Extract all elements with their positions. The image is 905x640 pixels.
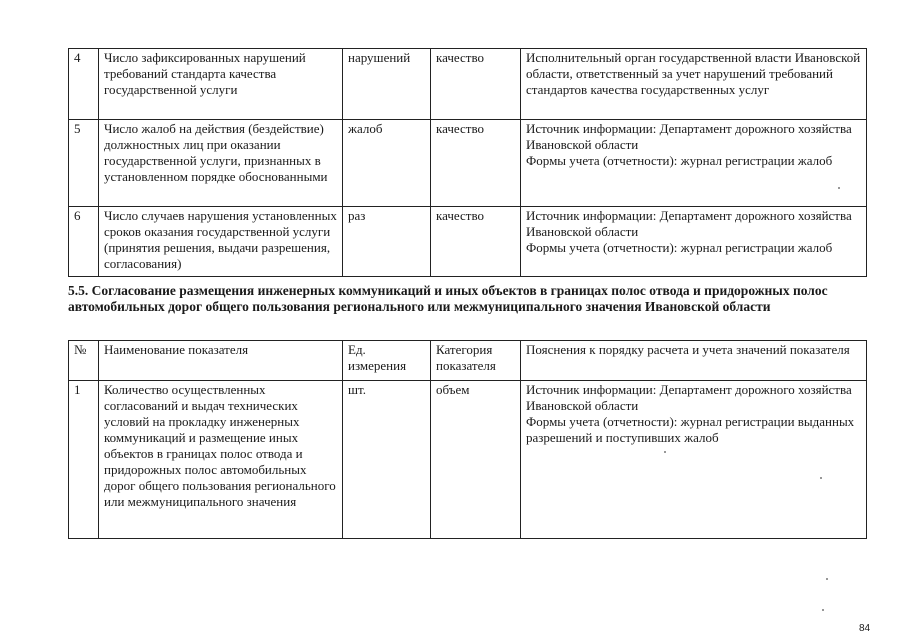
scan-speck bbox=[838, 187, 840, 189]
note-line: Формы учета (отчетности): журнал регистрации жалоб bbox=[526, 240, 833, 255]
indicators-table-top bbox=[68, 48, 867, 277]
column-header-number: № bbox=[69, 341, 99, 381]
unit-of-measure: раз bbox=[343, 207, 431, 277]
column-header-note: Пояснения к порядку расчета и учета значений показателя bbox=[521, 341, 867, 381]
indicator-category: качество bbox=[431, 120, 521, 207]
unit-of-measure: шт. bbox=[343, 381, 431, 539]
table-row bbox=[69, 381, 867, 539]
indicator-category: объем bbox=[431, 381, 521, 539]
note-line: Источник информации: Департамент дорожного хозяйства Ивановской области bbox=[526, 382, 852, 413]
table-row bbox=[69, 49, 867, 120]
page-number: 84 bbox=[859, 623, 871, 634]
note-line: Исполнительный орган государственной власти Ивановской области, ответственный за учет нарушений требований стандартов качества государственных услуг bbox=[526, 50, 861, 97]
scan-speck bbox=[822, 609, 824, 611]
note-line: Формы учета (отчетности): журнал регистрации жалоб bbox=[526, 153, 833, 168]
section-heading: 5.5. Согласование размещения инженерных коммуникаций и иных объектов в границах полос отвода и придорожных полос автомобильных дорог общего пользования регионального или межмуниципального значения Ивановской области bbox=[68, 283, 828, 314]
table-row bbox=[69, 120, 867, 207]
indicator-category: качество bbox=[431, 207, 521, 277]
note-line: Источник информации: Департамент дорожного хозяйства Ивановской области bbox=[526, 121, 852, 152]
indicator-name: Число жалоб на действия (бездействие) должностных лиц при оказании государственной услуги, признанных в установленном порядке обоснованными bbox=[99, 120, 343, 207]
row-number: 4 bbox=[69, 49, 99, 120]
row-number: 5 bbox=[69, 120, 99, 207]
calculation-note bbox=[521, 207, 867, 277]
scan-speck bbox=[664, 451, 666, 453]
row-number: 6 bbox=[69, 207, 99, 277]
table-header-row bbox=[69, 341, 867, 381]
scan-speck bbox=[826, 578, 828, 580]
indicator-name: Число зафиксированных нарушений требований стандарта качества государственной услуги bbox=[99, 49, 343, 120]
note-line: Формы учета (отчетности): журнал регистрации выданных разрешений и поступивших жалоб bbox=[526, 414, 855, 445]
table-row bbox=[69, 207, 867, 277]
indicator-category: качество bbox=[431, 49, 521, 120]
indicator-name: Количество осуществленных согласований и выдач технических условий на прокладку инженерных коммуникаций и размещение иных объектов в границах полос отвода и придорожных полос автомобильных дорог общего пользования регионального или межмуниципального значения bbox=[99, 381, 343, 539]
scan-speck bbox=[820, 477, 822, 479]
column-header-name: Наименование показателя bbox=[99, 341, 343, 381]
row-number: 1 bbox=[69, 381, 99, 539]
unit-of-measure: жалоб bbox=[343, 120, 431, 207]
unit-of-measure: нарушений bbox=[343, 49, 431, 120]
calculation-note bbox=[521, 381, 867, 539]
note-line: Источник информации: Департамент дорожного хозяйства Ивановской области bbox=[526, 208, 852, 239]
column-header-unit: Ед. измерения bbox=[343, 341, 431, 381]
column-header-category: Категория показателя bbox=[431, 341, 521, 381]
indicators-table-bottom bbox=[68, 340, 867, 539]
indicator-name: Число случаев нарушения установленных сроков оказания государственной услуги (принятия решения, выдачи разрешения, согласования) bbox=[99, 207, 343, 277]
calculation-note bbox=[521, 49, 867, 120]
calculation-note bbox=[521, 120, 867, 207]
